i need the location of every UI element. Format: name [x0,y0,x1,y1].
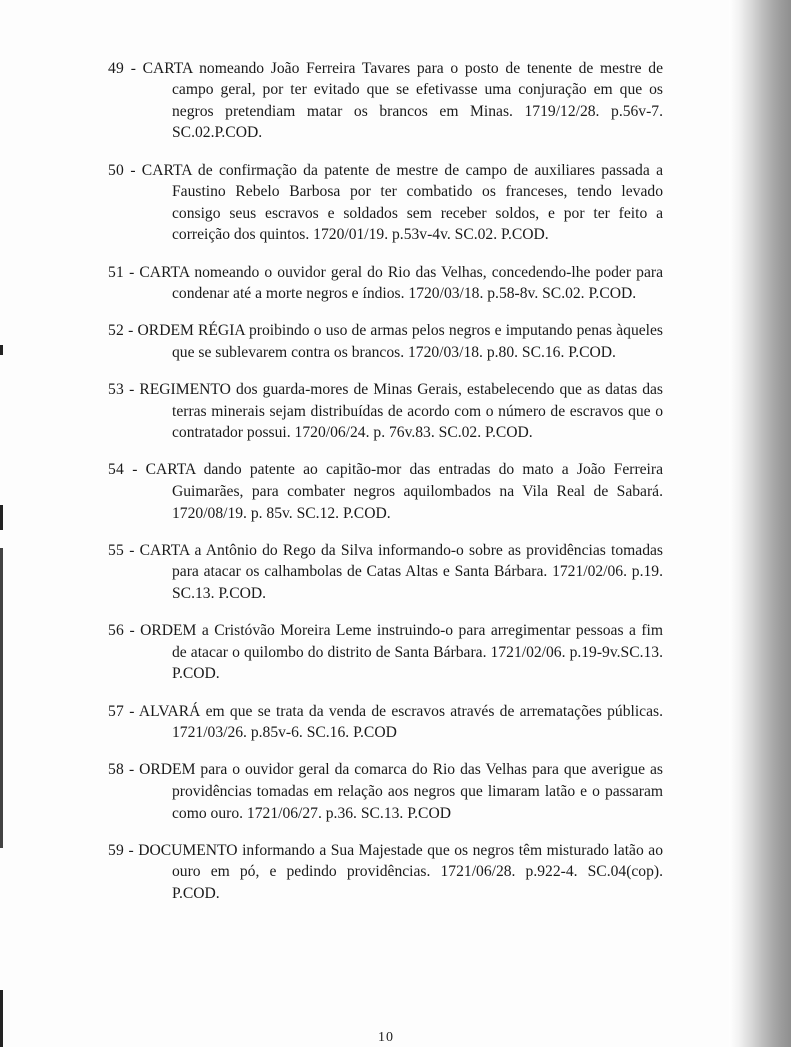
catalog-entry [108,320,663,363]
entry-number: 54 [108,461,124,479]
catalog-entry [108,759,663,824]
entry-text: - ORDEM para o ouvidor geral da comarca do Rio das Velhas para que averigue as providências tomadas em relação aos negros que limaram latão e o passaram como ouro. 1721/06/27. p.36. SC.13. P.COD [128,761,663,822]
catalog-entry [108,379,663,444]
margin-mark [0,345,3,355]
catalog-entry [108,459,663,524]
entry-text: - REGIMENTO dos guarda-mores de Minas Gerais, estabelecendo que as datas das terras minerais sejam distribuídas de acordo com o número de escravos que o contratador possui. 1720/06/24. p. 76v.83. SC.02. P.COD. [129,381,663,442]
catalog-entry [108,840,663,905]
entry-text: - ALVARÁ em que se trata da venda de escravos através de arrematações públicas. 1721/03/26. p.85v-6. SC.16. P.COD [129,702,663,742]
entry-number: 57 [108,702,124,720]
entry-text: - CARTA dando patente ao capitão-mor das entradas do mato a João Ferreira Guimarães, para combater negros aquilombados na Vila Real de Sabará. 1720/08/19. p. 85v. SC.12. P.COD. [132,461,664,522]
entry-number: 56 [108,622,124,640]
entry-text: - ORDEM a Cristóvão Moreira Leme instruindo-o para arregimentar pessoas a fim de atacar o quilombo do distrito de Santa Bárbara. 1721/02/06. p.19-9v.SC.13. P.COD. [129,622,664,683]
catalog-entry [108,58,663,144]
page-number: 10 [378,1030,394,1045]
margin-mark [0,548,3,848]
entry-number: 50 [108,161,124,179]
entry-number: 53 [108,381,124,399]
entry-text: - ORDEM RÉGIA proibindo o uso de armas pelos negros e imputando penas àqueles que se sublevarem contra os brancos. 1720/03/18. p.80. SC.16. P.COD. [128,322,664,361]
entry-number: 52 [108,322,124,340]
entry-number: 58 [108,761,124,779]
entry-number: 55 [108,541,124,559]
entry-number: 51 [108,263,124,281]
entry-text: - CARTA nomeando João Ferreira Tavares para o posto de tenente de mestre de campo geral, por ter evitado que se efetivasse uma conjuração em que os negros pretendiam matar os brancos em Minas. 1719/12/28. p.56v-7. SC.02.P.COD. [130,59,663,142]
entry-text: - DOCUMENTO informando a Sua Majestade que os negros têm misturado latão ao ouro em pó, e pedindo providências. 1721/06/28. p.922-4. SC.04(cop). P.COD. [128,841,664,902]
entry-text: - CARTA de confirmação da patente de mestre de campo de auxiliares passada a Faustino Rebelo Barbosa por ter combatido os franceses, tendo levado consigo seus escravos e soldados sem receber soldos, e por ter feito a correição dos quintos. 1720/01/19. p.53v-4v. SC.02. P.COD. [130,161,663,244]
catalog-entry [108,701,663,744]
margin-mark [0,990,3,1047]
entry-text: - CARTA a Antônio do Rego da Silva informando-o sobre as providências tomadas para atacar os calhambolas de Catas Altas e Santa Bárbara. 1721/02/06. p.19. SC.13. P.COD. [129,541,663,603]
entry-number: 49 [108,59,124,77]
catalog-entry [108,160,663,246]
catalog-entry [108,620,663,685]
catalog-entry [108,540,663,605]
catalog-entries [108,42,663,919]
entry-text: - CARTA nomeando o ouvidor geral do Rio das Velhas, concedendo-lhe poder para condenar até a morte negros e índios. 1720/03/18. p.58-8v. SC.02. P.COD. [129,263,663,303]
catalog-entry [108,262,663,305]
entry-number: 59 [108,841,124,859]
margin-mark [0,505,3,530]
page-edge-shadow [729,0,791,1047]
